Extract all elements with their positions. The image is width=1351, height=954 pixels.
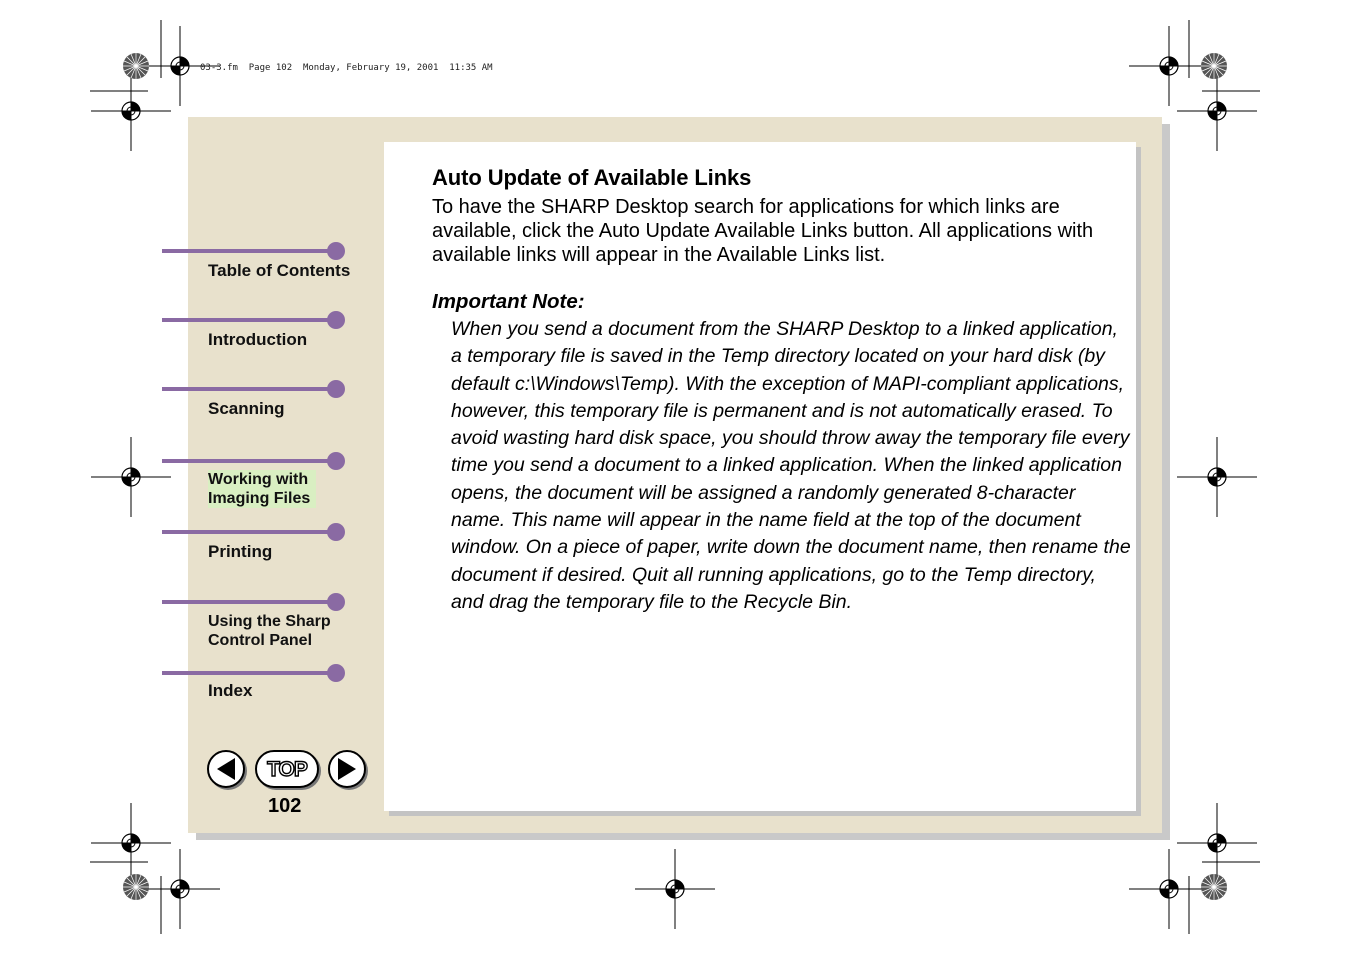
nav-label: Using the Sharp Control Panel <box>208 613 331 649</box>
nav-item-working-with-imaging-files[interactable] <box>160 452 360 512</box>
section-title: Auto Update of Available Links <box>432 165 752 190</box>
arrow-left-icon <box>209 752 243 786</box>
nav-dot <box>327 311 345 329</box>
intro-paragraph: To have the SHARP Desktop search for applications for which links are available, click the Auto Update Available Links button. All applications with available links will appear in the Available Links list. <box>432 196 1094 266</box>
nav-label: Printing <box>208 542 273 561</box>
nav-item-table-of-contents[interactable] <box>160 242 360 302</box>
nav-dot <box>327 242 345 260</box>
nav-line <box>162 459 334 463</box>
nav-item-introduction[interactable] <box>160 311 360 371</box>
nav-dot <box>327 380 345 398</box>
nav-dot <box>327 523 345 541</box>
nav-line <box>162 318 334 322</box>
nav-item-scanning[interactable] <box>160 380 360 440</box>
nav-label: Table of Contents <box>208 261 351 280</box>
top-button[interactable] <box>255 750 319 788</box>
top-button-label: TOP <box>267 758 307 781</box>
note-body: When you send a document from the SHARP Desktop to a linked application, a temporary file is saved in the Temp directory located on your hard disk (by default c:\Windows\Temp). With the exception of MAPI-compliant applications, however, this temporary file is permanent and is not automatically erased. To avoid wasting hard disk space, you should throw away the temporary file every time you send a document to a linked application. When the linked application opens, the document will be assigned a randomly generated 8-character name. This name will appear in the name field at the top of the document window. On a piece of paper, write down the document name, then rename the document if desired. Quit all running applications, go to the Temp directory, and drag the temporary file to the Recycle Bin. <box>451 318 1131 613</box>
nav-line <box>162 671 334 675</box>
nav-line <box>162 530 334 534</box>
page-number: 102 <box>268 795 302 817</box>
nav-dot <box>327 593 345 611</box>
nav-line <box>162 600 334 604</box>
nav-label-current: Working with Imaging Files <box>208 470 378 508</box>
nav-dot <box>327 664 345 682</box>
arrow-right-icon <box>330 752 364 786</box>
nav-label: Index <box>208 681 253 700</box>
nav-item-using-the-sharp-control-panel[interactable] <box>160 593 360 653</box>
next-page-button[interactable] <box>328 750 366 788</box>
note-heading: Important Note: <box>432 290 585 313</box>
nav-label: Scanning <box>208 399 285 418</box>
nav-item-index[interactable] <box>160 664 360 724</box>
nav-label: Introduction <box>208 330 308 349</box>
nav-line <box>162 249 334 253</box>
nav-line <box>162 387 334 391</box>
previous-page-button[interactable] <box>207 750 245 788</box>
nav-item-printing[interactable] <box>160 523 360 583</box>
nav-dot <box>327 452 345 470</box>
print-header-stamp: 03-3.fm Page 102 Monday, February 19, 2001 11:35 AM <box>200 63 493 73</box>
